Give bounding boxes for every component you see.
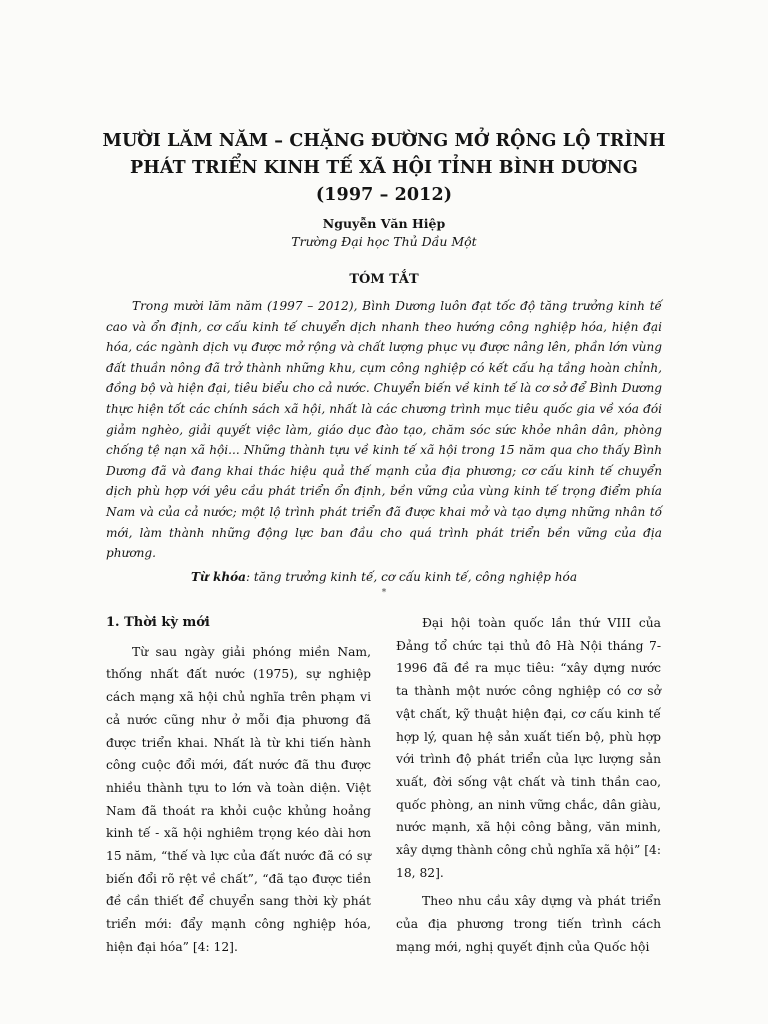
author-name: Nguyễn Văn Hiệp (322, 216, 446, 231)
keywords-text: : tăng trưởng kinh tế, cơ cấu kinh tế, công nghiệp hóa (246, 570, 578, 584)
abstract-body: Trong mười lăm năm (1997 – 2012), Bình Dương luôn đạt tốc độ tăng trưởng kinh tế cao và ổn định, cơ cấu kinh tế chuyển dịch nhanh theo hướng công nghiệp hóa, hiện đại hóa, các ngành dịch vụ được mở rộng và chất lượng phục vụ được nâng lên, phần lớn vùng đất thuần nông đã trở thành những khu, cụm công nghiệp có kết cấu hạ tầng hoàn chỉnh, đồng bộ và hiện đại, tiêu biểu cho cả nước. Chuyển biến về kinh tế là cơ sở để Bình Dương thực hiện tốt các chính sách xã hội, nhất là các chương trình mục tiêu quốc gia về xóa đói giảm nghèo, giải quyết việc làm, giáo dục đào tạo, chăm sóc sức khỏe nhân dân, phòng chống tệ nạn xã hội... Những thành tựu về kinh tế xã hội trong 15 năm qua cho thấy Bình Dương đã và đang khai thác hiệu quả thế mạnh của địa phương; cơ cấu kinh tế chuyển dịch phù hợp với yêu cầu phát triển ổn định, bền vững của vùng kinh tế trọng điểm phía Nam và của cả nước; một lộ trình phát triển đã được khai mở và tạo dựng những nhân tố mới, làm thành những động lực ban đầu cho quá trình phát triển bền vững của địa phương. (106, 299, 662, 561)
keywords-label: Từ khóa (190, 570, 247, 584)
title-line-1: MƯỜI LĂM NĂM – CHẶNG ĐƯỜNG MỞ RỘNG LỘ TRÌNH (102, 131, 666, 151)
author-affiliation: Trường Đại học Thủ Dầu Một (291, 234, 477, 249)
title-line-2: PHÁT TRIỂN KINH TẾ XÃ HỘI TỈNH BÌNH DƯƠNG (130, 158, 638, 178)
right-paragraph-2: Theo nhu cầu xây dựng và phát triển của địa phương trong tiến trình cách mạng mới, nghị quyết định của Quốc hội (396, 894, 661, 954)
title-line-3: (1997 – 2012) (315, 185, 453, 205)
paper-title (0, 128, 768, 209)
right-column (396, 612, 661, 965)
left-column (106, 612, 371, 965)
left-paragraph-1: Từ sau ngày giải phóng miền Nam, thống nhất đất nước (1975), sự nghiệp cách mạng xã hội chủ nghĩa trên phạm vi cả nước cũng như ở mỗi địa phương đã được triển khai. Nhất là từ khi tiến hành công cuộc đổi mới, đất nước đã thu được nhiều thành tựu to lớn và toàn diện. Việt Nam đã thoát ra khỏi cuộc khủng hoảng kinh tế - xã hội nghiêm trọng kéo dài hơn 15 năm, “thế và lực của đất nước đã có sự biến đổi rõ rệt về chất”, “đã tạo được tiền đề cần thiết để chuyển sang thời kỳ phát triển mới: đẩy mạnh công nghiệp hóa, hiện đại hóa” [4: 12]. (106, 644, 371, 954)
keywords (0, 570, 768, 584)
section-heading: 1. Thời kỳ mới (106, 615, 210, 630)
abstract-heading: TÓM TẮT (349, 272, 419, 287)
right-paragraph-1: Đại hội toàn quốc lần thứ VIII của Đảng tổ chức tại thủ đô Hà Nội tháng 7-1996 đã đề ra mục tiêu: “xây dựng nước ta thành một nước công nghiệp có cơ sở vật chất, kỹ thuật hiện đại, cơ cấu kinh tế hợp lý, quan hệ sản xuất tiến bộ, phù hợp với trình độ phát triển của lực lượng sản xuất, đời sống vật chất và tinh thần cao, quốc phòng, an ninh vững chắc, dân giàu, nước mạnh, xã hội công bằng, văn minh, xây dựng thành công chủ nghĩa xã hội” [4: 18, 82]. (396, 616, 661, 880)
ornament-divider: * (381, 588, 387, 598)
